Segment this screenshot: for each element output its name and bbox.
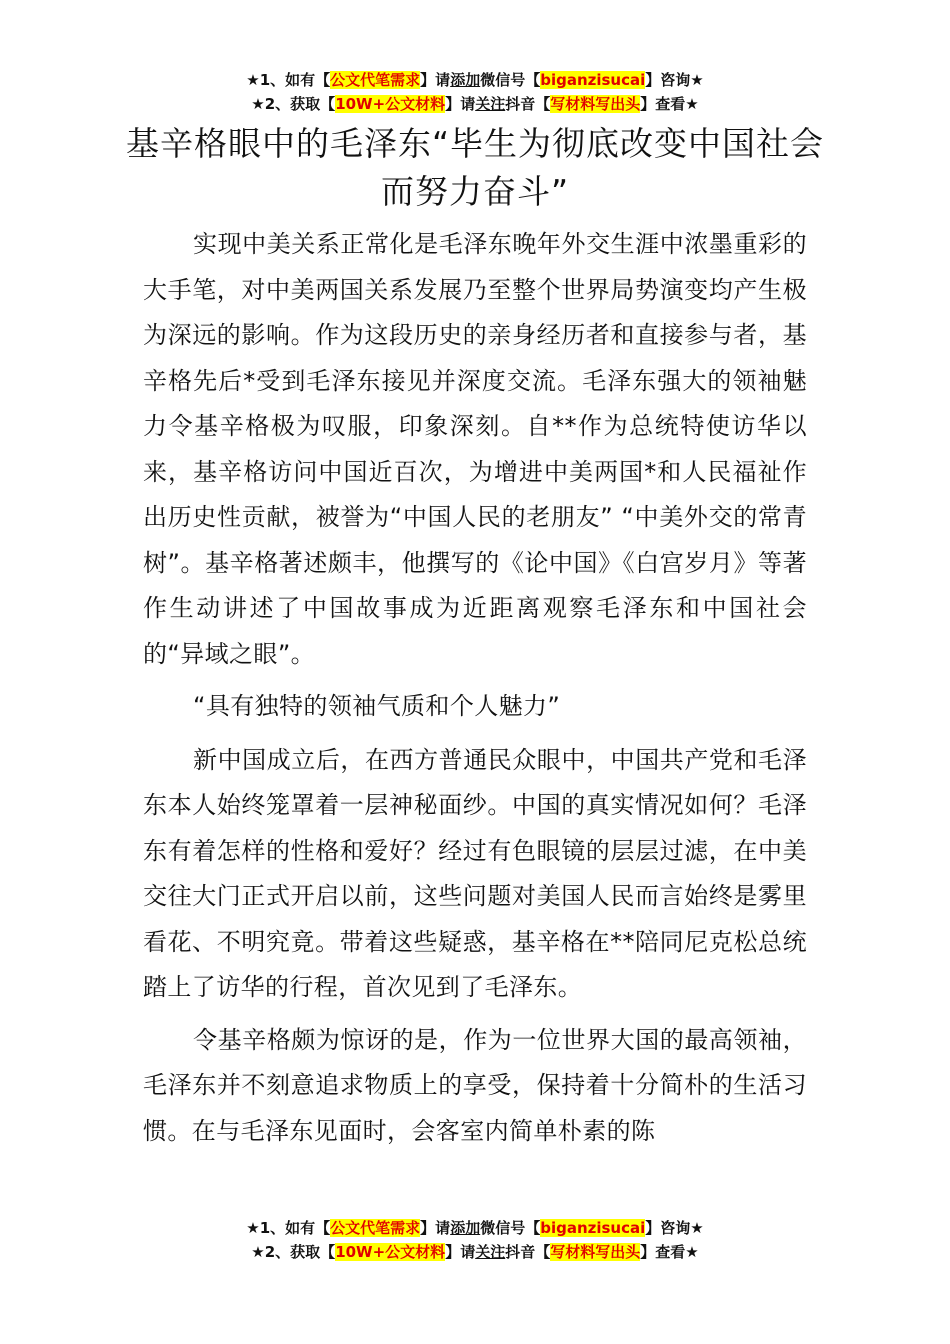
- banner-line-2: [0, 92, 950, 116]
- banner-text: 】咨询★: [645, 71, 704, 89]
- banner-text: 】请: [420, 71, 451, 89]
- banner-line-1: [0, 1216, 950, 1240]
- banner-text: 关注: [475, 1243, 506, 1261]
- banner-highlight: 写材料写出头: [550, 95, 641, 113]
- banner-text: 微信号【: [480, 1219, 541, 1237]
- banner-text: 添加: [450, 71, 481, 89]
- banner-highlight: 公文代笔需求: [330, 1219, 421, 1237]
- banner-highlight: 10W+公文材料: [335, 1243, 446, 1261]
- banner-highlight: 写材料写出头: [550, 1243, 641, 1261]
- footer-banner: [0, 1216, 950, 1264]
- banner-text: 微信号【: [480, 71, 541, 89]
- banner-text: 添加: [450, 1219, 481, 1237]
- banner-line-1: [0, 68, 950, 92]
- banner-text: ★2、获取【: [251, 1243, 336, 1261]
- paragraph: 新中国成立后，在西方普通民众眼中，中国共产党和毛泽东本人始终笼罩着一层神秘面纱。中国的真实情况如何？毛泽东有着怎样的性格和爱好？经过有色眼镜的层层过滤，在中美交往大门正式开启以前，这些问题对美国人民而言始终是雾里看花、不明究竟。带着这些疑惑，基辛格在**陪同尼克松总统踏上了访华的行程，首次见到了毛泽东。: [143, 745, 807, 1001]
- banner-text: ★2、获取【: [251, 95, 336, 113]
- paragraph: 实现中美关系正常化是毛泽东晚年外交生涯中浓墨重彩的大手笔，对中美两国关系发展乃至整个世界局势演变均产生极为深远的影响。作为这段历史的亲身经历者和直接参与者，基辛格先后*受到毛泽东接见并深度交流。毛泽东强大的领袖魅力令基辛格极为叹服，印象深刻。自**作为总统特使访华以来，基辛格访问中国近百次，为增进中美两国*和人民福祉作出历史性贡献，被誉为“中国人民的老朋友” “中美外交的常青树”。基辛格著述颇丰，他撰写的《论中国》《白宫岁月》等著作生动讲述了中国故事成为近距离观察毛泽东和中国社会的“异域之眼”。: [143, 230, 807, 668]
- banner-text: 】请: [445, 1243, 476, 1261]
- banner-text: ★1、如有【: [246, 71, 331, 89]
- banner-text: 关注: [475, 95, 506, 113]
- banner-highlight: biganzisucai: [540, 1219, 646, 1237]
- banner-text: 抖音【: [505, 95, 551, 113]
- banner-text: 】查看★: [640, 95, 699, 113]
- paragraph: 令基辛格颇为惊讶的是，作为一位世界大国的最高领袖，毛泽东并不刻意追求物质上的享受，保持着十分简朴的生活习惯。在与毛泽东见面时，会客室内简单朴素的陈: [143, 1025, 807, 1145]
- banner-line-2: [0, 1240, 950, 1264]
- header-banner: [0, 68, 950, 116]
- banner-text: 抖音【: [505, 1243, 551, 1261]
- banner-highlight: biganzisucai: [540, 71, 646, 89]
- banner-highlight: 10W+公文材料: [335, 95, 446, 113]
- section-heading: “具有独特的领袖气质和个人魅力”: [193, 692, 561, 720]
- banner-highlight: 公文代笔需求: [330, 71, 421, 89]
- banner-text: 】请: [445, 95, 476, 113]
- document-title: 基辛格眼中的毛泽东“毕生为彻底改变中国社会而努力奋斗”: [125, 124, 825, 211]
- banner-text: 】咨询★: [645, 1219, 704, 1237]
- banner-text: 】请: [420, 1219, 451, 1237]
- document-body: [143, 222, 807, 1161]
- banner-text: ★1、如有【: [246, 1219, 331, 1237]
- banner-text: 】查看★: [640, 1243, 699, 1261]
